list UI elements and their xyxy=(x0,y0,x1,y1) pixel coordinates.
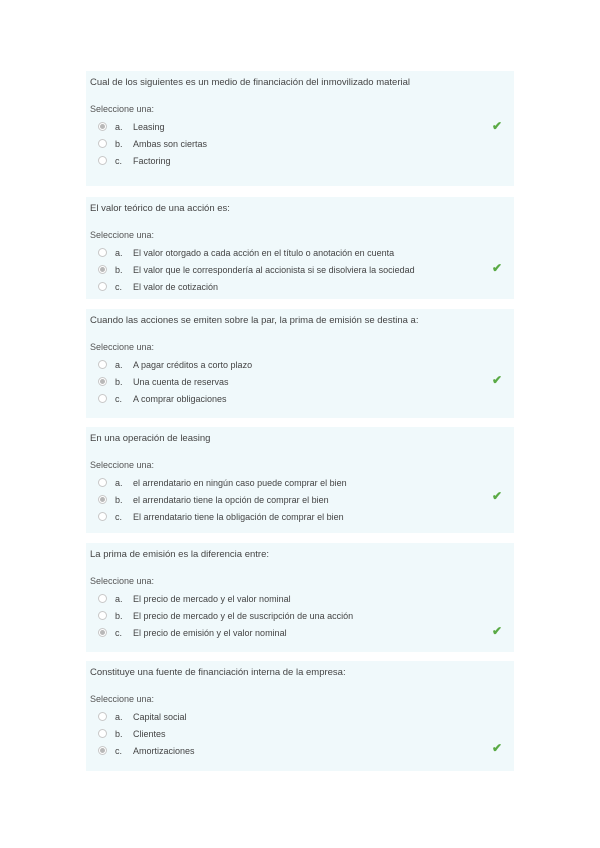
question-card xyxy=(86,427,514,533)
radio-button[interactable] xyxy=(98,746,107,755)
option-label: El arrendatario tiene la obligación de comprar el bien xyxy=(133,511,344,522)
option-letter: b. xyxy=(115,376,123,387)
option-letter: b. xyxy=(115,494,123,505)
option-letter: c. xyxy=(115,511,123,522)
option-letter: c. xyxy=(115,155,123,166)
radio-button[interactable] xyxy=(98,628,107,637)
select-one-label: Seleccione una: xyxy=(90,576,155,586)
question-text: En una operación de leasing xyxy=(90,433,211,444)
radio-button[interactable] xyxy=(98,282,107,291)
answer-option[interactable] xyxy=(90,118,508,135)
correct-check-icon: ✔ xyxy=(491,741,502,755)
answer-option[interactable] xyxy=(90,607,508,624)
option-label: Capital social xyxy=(133,711,187,722)
answer-option[interactable] xyxy=(90,725,508,742)
option-label: El valor de cotización xyxy=(133,281,219,292)
answer-option[interactable] xyxy=(90,390,508,407)
option-label: El precio de emisión y el valor nominal xyxy=(133,627,287,638)
option-label: A comprar obligaciones xyxy=(133,393,227,404)
answer-option[interactable] xyxy=(90,244,508,261)
answer-option[interactable] xyxy=(90,508,508,525)
question-text: La prima de emisión es la diferencia entre: xyxy=(90,549,270,560)
radio-button[interactable] xyxy=(98,360,107,369)
radio-button[interactable] xyxy=(98,478,107,487)
option-letter: a. xyxy=(115,593,123,604)
option-letter: c. xyxy=(115,627,123,638)
answer-option[interactable] xyxy=(90,152,508,169)
answer-option[interactable] xyxy=(90,708,508,725)
radio-button[interactable] xyxy=(98,377,107,386)
answer-option[interactable] xyxy=(90,624,508,641)
option-letter: a. xyxy=(115,711,123,722)
option-label: El precio de mercado y el de suscripción de una acción xyxy=(133,610,354,621)
select-one-label: Seleccione una: xyxy=(90,460,155,470)
radio-button[interactable] xyxy=(98,139,107,148)
radio-button[interactable] xyxy=(98,122,107,131)
option-label: el arrendatario en ningún caso puede comprar el bien xyxy=(133,477,347,488)
option-label: Una cuenta de reservas xyxy=(133,376,229,387)
radio-button[interactable] xyxy=(98,712,107,721)
answer-option[interactable] xyxy=(90,278,508,295)
radio-button[interactable] xyxy=(98,495,107,504)
radio-button[interactable] xyxy=(98,594,107,603)
option-letter: b. xyxy=(115,728,123,739)
question-text: Cuando las acciones se emiten sobre la par, la prima de emisión se destina a: xyxy=(90,315,419,326)
select-one-label: Seleccione una: xyxy=(90,230,155,240)
select-one-label: Seleccione una: xyxy=(90,104,155,114)
option-label: el arrendatario tiene la opción de comprar el bien xyxy=(133,494,329,505)
answer-option[interactable] xyxy=(90,135,508,152)
answer-option[interactable] xyxy=(90,590,508,607)
option-letter: a. xyxy=(115,121,123,132)
option-letter: a. xyxy=(115,247,123,258)
radio-button[interactable] xyxy=(98,512,107,521)
option-letter: c. xyxy=(115,393,123,404)
radio-button[interactable] xyxy=(98,265,107,274)
question-card xyxy=(86,661,514,771)
correct-check-icon: ✔ xyxy=(491,119,502,133)
question-card xyxy=(86,197,514,299)
option-letter: b. xyxy=(115,264,123,275)
answer-option[interactable] xyxy=(90,261,508,278)
question-text: El valor teórico de una acción es: xyxy=(90,203,230,214)
option-letter: a. xyxy=(115,477,123,488)
correct-check-icon: ✔ xyxy=(491,489,502,503)
option-label: A pagar créditos a corto plazo xyxy=(133,359,253,370)
question-text: Constituye una fuente de financiación interna de la empresa: xyxy=(90,667,346,678)
option-label: Leasing xyxy=(133,121,165,132)
option-label: Clientes xyxy=(133,728,166,739)
correct-check-icon: ✔ xyxy=(491,373,502,387)
answer-option[interactable] xyxy=(90,491,508,508)
option-label: Factoring xyxy=(133,155,171,166)
select-one-label: Seleccione una: xyxy=(90,694,155,704)
question-card xyxy=(86,71,514,186)
option-label: El precio de mercado y el valor nominal xyxy=(133,593,291,604)
option-label: El valor otorgado a cada acción en el título o anotación en cuenta xyxy=(133,247,395,258)
question-text: Cual de los siguientes es un medio de financiación del inmovilizado material xyxy=(90,77,411,88)
option-letter: b. xyxy=(115,610,123,621)
option-label: Ambas son ciertas xyxy=(133,138,208,149)
correct-check-icon: ✔ xyxy=(491,261,502,275)
option-label: El valor que le correspondería al accionista si se disolviera la sociedad xyxy=(133,264,415,275)
option-letter: c. xyxy=(115,281,123,292)
answer-option[interactable] xyxy=(90,742,508,759)
answer-option[interactable] xyxy=(90,474,508,491)
select-one-label: Seleccione una: xyxy=(90,342,155,352)
answer-option[interactable] xyxy=(90,373,508,390)
answer-option[interactable] xyxy=(90,356,508,373)
option-letter: a. xyxy=(115,359,123,370)
correct-check-icon: ✔ xyxy=(491,624,502,638)
option-label: Amortizaciones xyxy=(133,745,195,756)
radio-button[interactable] xyxy=(98,248,107,257)
question-card xyxy=(86,309,514,418)
radio-button[interactable] xyxy=(98,729,107,738)
radio-button[interactable] xyxy=(98,394,107,403)
option-letter: b. xyxy=(115,138,123,149)
option-letter: c. xyxy=(115,745,123,756)
radio-button[interactable] xyxy=(98,156,107,165)
question-card xyxy=(86,543,514,652)
radio-button[interactable] xyxy=(98,611,107,620)
